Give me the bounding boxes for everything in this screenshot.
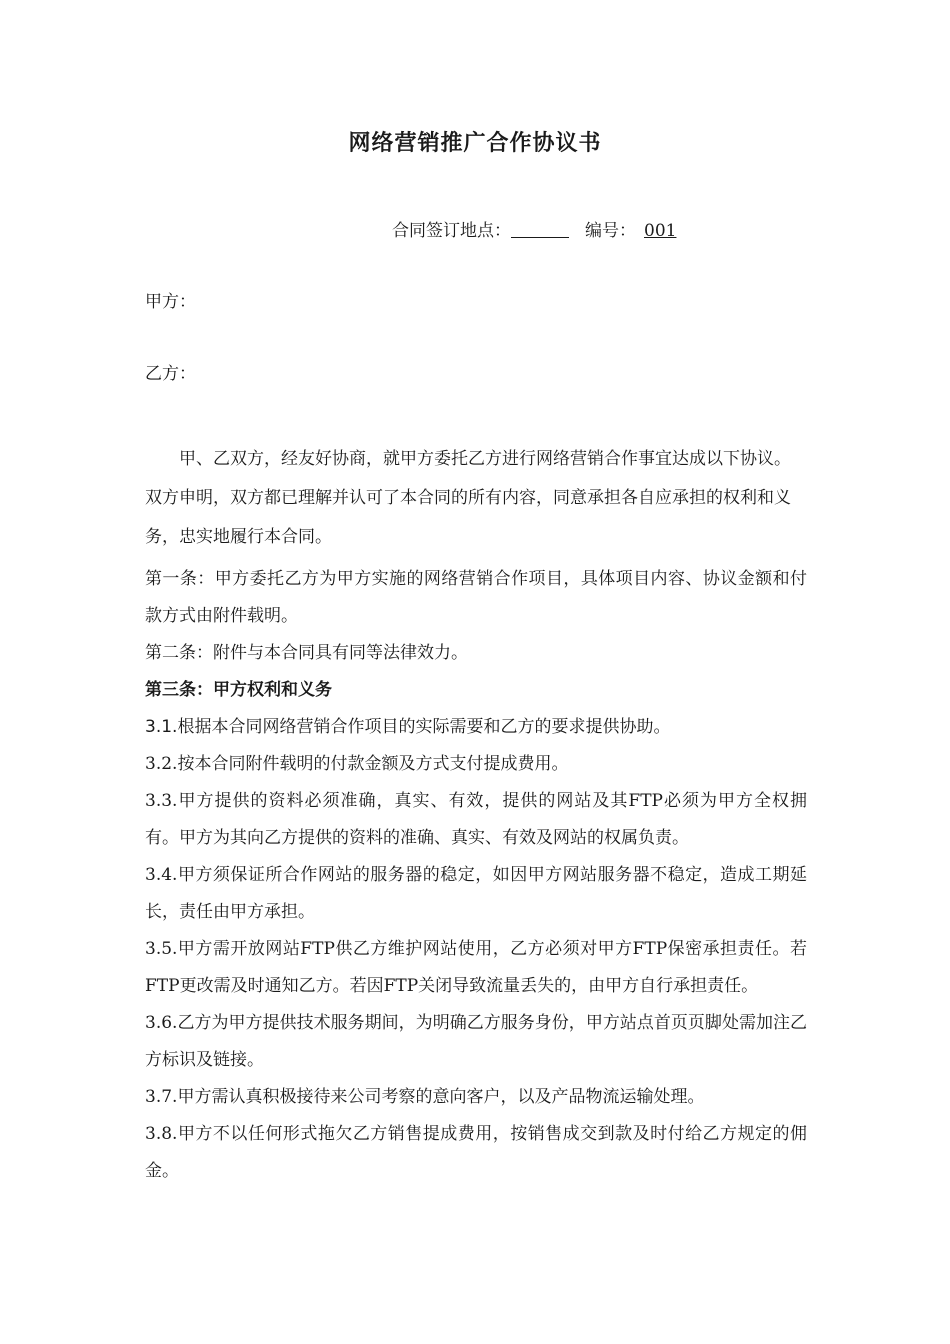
- item-number: 3.1.: [145, 717, 178, 737]
- item-number: 3.5.: [145, 939, 178, 959]
- item-number: 3.2.: [145, 754, 178, 774]
- item-text: 根据本合同网络营销合作项目的实际需要和乙方的要求提供协助。: [177, 717, 671, 737]
- item-number: 3.7.: [145, 1087, 178, 1107]
- item-text: 甲方提供的资料必须准确，真实、有效，提供的网站及其FTP必须为甲方全权拥有。甲方为其向乙方提供的资料的准确、真实、有效及网站的权属负责。: [145, 791, 807, 848]
- clause-1-text: 甲方委托乙方为甲方实施的网络营销合作项目，具体项目内容、协议金额和付款方式由附件载明。: [145, 569, 808, 626]
- item-number: 3.3.: [145, 791, 178, 811]
- party-b-label: 乙方：: [145, 364, 196, 384]
- item-text: 甲方须保证所合作网站的服务器的稳定，如因甲方网站服务器不稳定，造成工期延长，责任由甲方承担。: [145, 865, 807, 922]
- clause-3: [145, 672, 807, 709]
- item-text: 甲方需认真积极接待来公司考察的意向客户，以及产品物流运输处理。: [177, 1087, 705, 1107]
- item-text: 按本合同附件载明的付款金额及方式支付提成费用。: [177, 754, 569, 774]
- list-item: [145, 1005, 807, 1079]
- contract-meta-line: [392, 216, 676, 241]
- item-number: 3.8.: [145, 1124, 178, 1144]
- clause-3-heading: 甲方权利和义务: [213, 680, 332, 700]
- clause-1-label: 第一条：: [145, 569, 215, 589]
- item-text: 甲方需开放网站FTP供乙方维护网站使用，乙方必须对甲方FTP保密承担责任。若FTP更改需及时通知乙方。若因FTP关闭导致流量丢失的，由甲方自行承担责任。: [145, 939, 807, 996]
- party-a-label: 甲方：: [145, 292, 196, 312]
- signing-location-label: 合同签订地点：: [392, 221, 511, 241]
- intro-paragraph: [145, 440, 807, 557]
- clause-2-label: 第二条：: [145, 643, 213, 663]
- clause-2-text: 附件与本合同具有同等法律效力。: [213, 643, 468, 663]
- list-item: [145, 1116, 807, 1190]
- document-title: 网络营销推广合作协议书: [348, 131, 602, 156]
- list-item: [145, 931, 807, 1005]
- list-item: [145, 783, 807, 857]
- list-item: [145, 746, 807, 783]
- contract-number-value: 001: [644, 221, 677, 241]
- list-item: [145, 857, 807, 931]
- item-number: 3.4.: [145, 865, 178, 885]
- item-text: 乙方为甲方提供技术服务期间，为明确乙方服务身份，甲方站点首页页脚处需加注乙方标识及链接。: [145, 1013, 807, 1070]
- item-text: 甲方不以任何形式拖欠乙方销售提成费用，按销售成交到款及时付给乙方规定的佣金。: [145, 1124, 807, 1181]
- signing-location-blank: [511, 221, 569, 238]
- clauses-section: [145, 561, 807, 1190]
- clause-3-label: 第三条：: [145, 680, 213, 700]
- intro-text: 甲、乙双方，经友好协商，就甲方委托乙方进行网络营销合作事宜达成以下协议。双方申明，双方都已理解并认可了本合同的所有内容，同意承担各自应承担的权利和义务，忠实地履行本合同。: [145, 449, 791, 547]
- clause-2: [145, 635, 807, 672]
- item-number: 3.6.: [145, 1013, 178, 1033]
- clause-1: [145, 561, 807, 635]
- contract-number-label: 编号：: [585, 221, 636, 241]
- list-item: [145, 709, 807, 746]
- list-item: [145, 1079, 807, 1116]
